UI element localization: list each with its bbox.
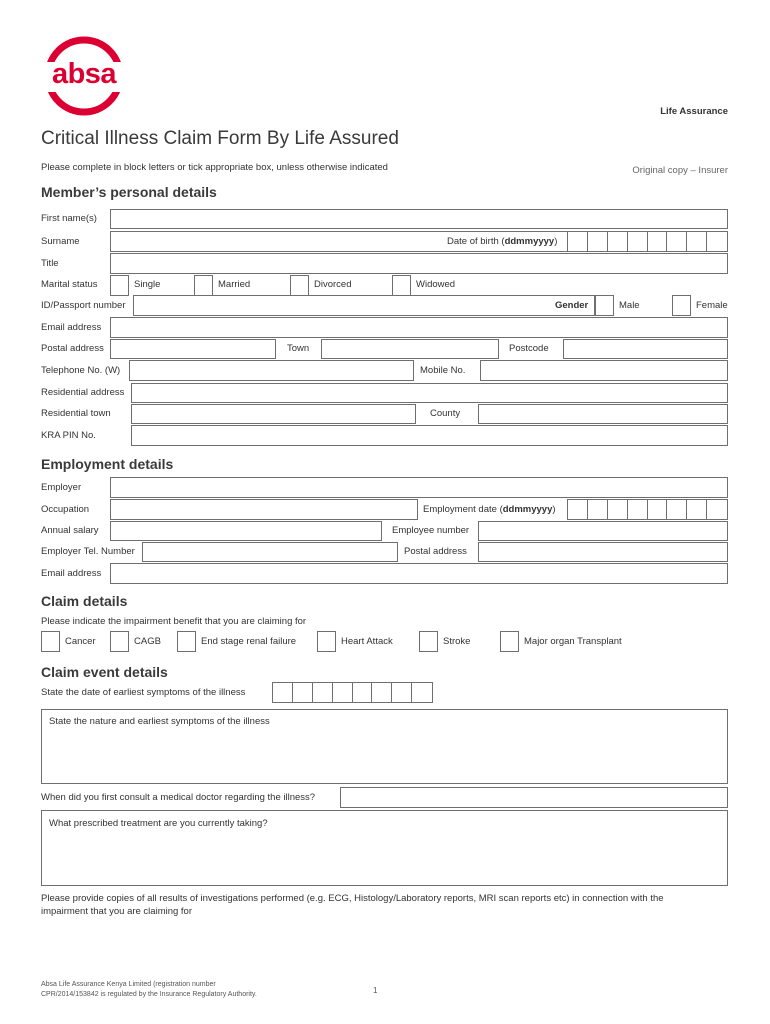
employer-email-label: Email address	[41, 568, 102, 579]
kra-label: KRA PIN No.	[41, 430, 96, 441]
earliest-date-digit-boxes[interactable]	[272, 682, 433, 703]
employer-postal-label: Postal address	[404, 546, 467, 557]
email-label: Email address	[41, 322, 102, 333]
occupation-field[interactable]	[110, 499, 418, 520]
personal-heading: Member’s personal details	[41, 184, 217, 200]
salary-field[interactable]	[110, 521, 382, 541]
footer-line1: Absa Life Assurance Kenya Limited (registration number	[41, 981, 216, 988]
dob-digit-boxes[interactable]	[567, 231, 728, 252]
claim-heading: Claim details	[41, 593, 128, 609]
earliest-date-label: State the date of earliest symptoms of the illness	[41, 687, 246, 698]
married-checkbox[interactable]	[194, 275, 213, 296]
county-field[interactable]	[478, 404, 728, 424]
employer-field[interactable]	[110, 477, 728, 498]
employer-tel-field[interactable]	[142, 542, 398, 562]
stroke-label: Stroke	[443, 636, 471, 647]
employment-heading: Employment details	[41, 456, 174, 472]
married-label: Married	[218, 279, 251, 290]
treatment-label: What prescribed treatment are you currently taking?	[49, 818, 268, 829]
logo-text: absa	[51, 58, 117, 90]
residential-address-field[interactable]	[131, 383, 728, 403]
cancer-label: Cancer	[65, 636, 96, 647]
telephone-label: Telephone No. (W)	[41, 365, 121, 376]
kra-field[interactable]	[131, 425, 728, 446]
claim-instruction: Please indicate the impairment benefit that you are claiming for	[41, 616, 307, 627]
division-label: Life Assurance	[660, 106, 728, 117]
male-checkbox[interactable]	[595, 295, 614, 316]
employer-postal-field[interactable]	[478, 542, 728, 562]
surname-label: Surname	[41, 236, 80, 247]
county-label: County	[430, 408, 461, 419]
mobile-field[interactable]	[480, 360, 728, 381]
postcode-label: Postcode	[509, 343, 549, 354]
residential-address-label: Residential address	[41, 387, 125, 398]
page-title: Critical Illness Claim Form By Life Assured	[41, 128, 399, 149]
town-field[interactable]	[321, 339, 499, 359]
mobile-label: Mobile No.	[420, 365, 466, 376]
renal-label: End stage renal failure	[201, 636, 297, 647]
salary-label: Annual salary	[41, 525, 99, 536]
organ-transplant-checkbox[interactable]	[500, 631, 519, 652]
employer-email-field[interactable]	[110, 563, 728, 584]
title-label: Title	[41, 258, 59, 269]
town-label: Town	[287, 343, 310, 354]
copy-note: Original copy – Insurer	[632, 165, 728, 176]
title-field[interactable]	[110, 253, 728, 274]
consult-label: When did you first consult a medical doctor regarding the illness?	[41, 792, 316, 803]
postal-label: Postal address	[41, 343, 104, 354]
postcode-field[interactable]	[563, 339, 728, 359]
first-names-field[interactable]	[110, 209, 728, 229]
female-label: Female	[696, 300, 728, 311]
residential-town-field[interactable]	[131, 404, 416, 424]
email-field[interactable]	[110, 317, 728, 338]
form-instruction: Please complete in block letters or tick appropriate box, unless otherwise indicated	[41, 162, 388, 173]
cagb-label: CAGB	[134, 636, 161, 647]
heart-attack-label: Heart Attack	[341, 636, 393, 647]
divorced-label: Divorced	[314, 279, 352, 290]
employee-number-label: Employee number	[392, 525, 470, 536]
employer-label: Employer	[41, 482, 82, 493]
copies-note-line2: impairment that you are claiming for	[41, 906, 193, 917]
employment-date-digit-boxes[interactable]	[567, 499, 728, 520]
widowed-checkbox[interactable]	[392, 275, 411, 296]
occupation-label: Occupation	[41, 504, 90, 515]
copies-note-line1: Please provide copies of all results of investigations performed (e.g. ECG, Histology/Laboratory reports, MRI scan reports etc) in connection with the	[41, 893, 664, 904]
event-heading: Claim event details	[41, 664, 168, 680]
page-number: 1	[373, 986, 378, 995]
employee-number-field[interactable]	[478, 521, 728, 541]
footer-line2: CPR/2014/153842 is regulated by the Insurance Regulatory Authority.	[41, 991, 257, 998]
dob-label: Date of birth (ddmmyyyy)	[447, 236, 558, 247]
divorced-checkbox[interactable]	[290, 275, 309, 296]
stroke-checkbox[interactable]	[419, 631, 438, 652]
id-passport-label: ID/Passport number	[41, 300, 126, 311]
postal-field[interactable]	[110, 339, 276, 359]
single-label: Single	[134, 279, 161, 290]
female-checkbox[interactable]	[672, 295, 691, 316]
absa-logo	[36, 36, 132, 116]
employer-tel-label: Employer Tel. Number	[41, 546, 135, 557]
organ-transplant-label: Major organ Transplant	[524, 636, 622, 647]
first-names-label: First name(s)	[41, 213, 97, 224]
residential-town-label: Residential town	[41, 408, 111, 419]
heart-attack-checkbox[interactable]	[317, 631, 336, 652]
cagb-checkbox[interactable]	[110, 631, 129, 652]
gender-label: Gender	[555, 300, 589, 311]
consult-field[interactable]	[340, 787, 728, 808]
telephone-field[interactable]	[129, 360, 414, 381]
id-passport-field[interactable]	[133, 295, 595, 316]
renal-checkbox[interactable]	[177, 631, 196, 652]
widowed-label: Widowed	[416, 279, 456, 290]
nature-symptoms-label: State the nature and earliest symptoms of the illness	[49, 716, 270, 727]
cancer-checkbox[interactable]	[41, 631, 60, 652]
single-checkbox[interactable]	[110, 275, 129, 296]
employment-date-label: Employment date (ddmmyyyy)	[423, 504, 556, 515]
male-label: Male	[619, 300, 640, 311]
marital-label: Marital status	[41, 279, 98, 290]
